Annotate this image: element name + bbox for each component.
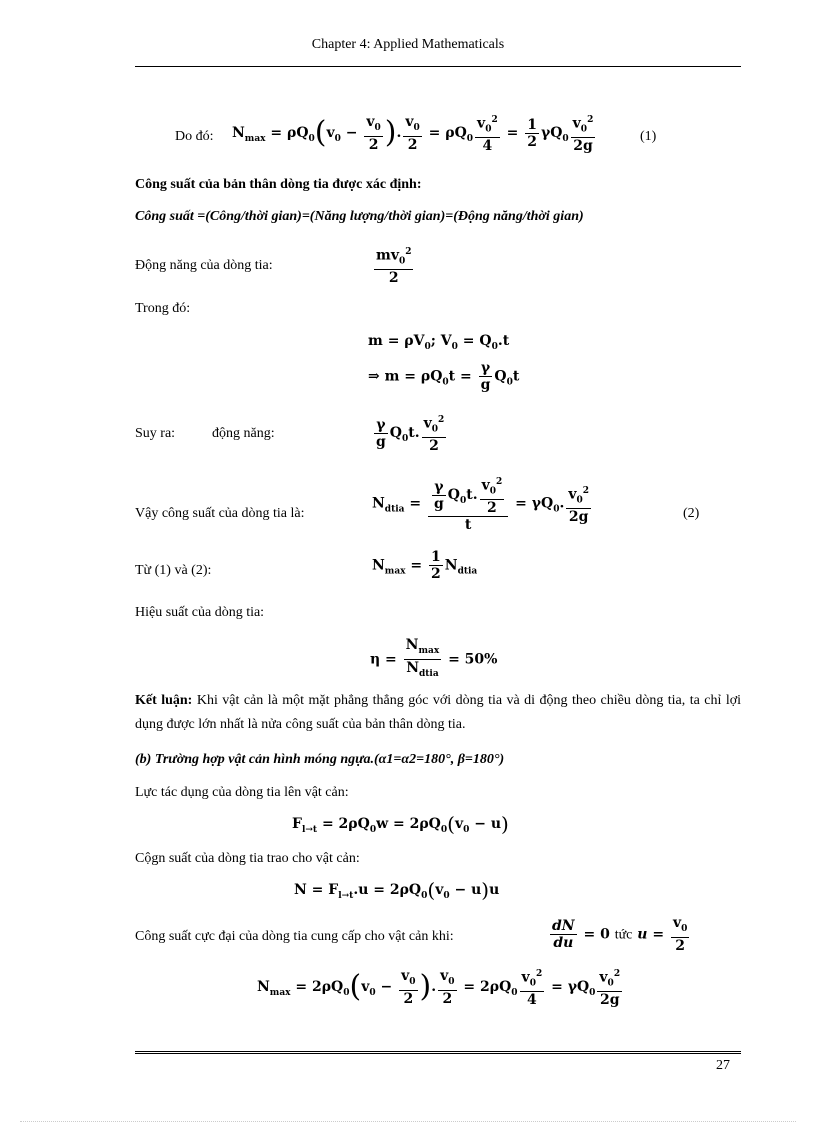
max-condition: $\frac{dN}{du}$ = 0 tức u = $\frac{v_0}{2}$ bbox=[552, 915, 688, 954]
cong-suat-definition: Công suất =(Công/thời gian)=(Năng lượng/thời gian)=(Động năng/thời gian) bbox=[135, 209, 584, 224]
equation-1: $N_{max} = \rho Q_0(v_0$ − $\frac{v_0}{2}$ ). $\frac{v_0}{2}$ = $\rho Q_0$ $\frac{v_0^2}{4}$ = $\frac{1}{2}$ $\gamma Q_0$ $\frac{v_0^2}{2g}$ bbox=[232, 113, 594, 155]
luc-tac-dung-label: Lực tác dụng của dòng tia lên vật cản: bbox=[135, 785, 349, 800]
kinetic-energy-formula: $\frac{mv_0^2}{2}$ bbox=[372, 244, 415, 286]
dong-nang-word: động năng: bbox=[212, 426, 275, 441]
kinetic-energy-derived: $\frac{\gamma}{g}$ $Q_0t$. $\frac{v_0^2}{2}$ bbox=[372, 412, 448, 454]
tu-1-va-2-label: Từ (1) và (2): bbox=[135, 563, 212, 578]
ket-luan-paragraph bbox=[135, 689, 741, 737]
equation-1-tag: (1) bbox=[640, 129, 657, 144]
cong-suat-cuc-dai-label: Công suất cực đại của dòng tia cung cấp cho vật cản khi: bbox=[135, 929, 454, 944]
header-rule bbox=[135, 66, 741, 67]
ket-luan-heading: Kết luận: bbox=[135, 693, 193, 708]
power-equation: $N = F_{l\to t}.u = 2\rho Q_0(v_0 - u)u$ bbox=[294, 878, 500, 902]
do-do-label: Do đó: bbox=[175, 129, 214, 144]
mass-derivation: ⇒ $m = \rho Q_0t$ = $\frac{\gamma}{g}$ $Q_0t$ bbox=[368, 360, 520, 393]
case-b-heading: (b) Trường hợp vật cản hình móng ngựa.(α1=α2=180°, β=180°) bbox=[135, 752, 505, 767]
footer-rule bbox=[135, 1051, 741, 1054]
equation-2: $N_{dtia}$ = $\frac{\gamma}{g}$ $Q_0t$. $\frac{v_0^2}{2}$ t = $\gamma Q_0$. $\frac{v_0^2}{2g}$ bbox=[372, 474, 593, 533]
trong-do-label: Trong đó: bbox=[135, 301, 191, 316]
hieu-suat-label: Hiệu suất của dòng tia: bbox=[135, 605, 265, 620]
page-number: 27 bbox=[716, 1058, 730, 1073]
mass-equation: $m = \rho V_0$; $V_0 = Q_0.t$ bbox=[368, 333, 510, 352]
vay-cong-suat-label: Vậy công suất của dòng tia là: bbox=[135, 506, 305, 521]
ket-luan-body: Khi vật cản là một mặt phẳng thẳng góc với dòng tia và di động theo chiều dòng tia, ta chỉ lợi dụng được lớn nhất là nửa công suất của bản thân dòng tia. bbox=[135, 693, 742, 732]
relation-nmax-ndtia: $N_{max}$ = $\frac{1}{2}$ $N_{dtia}$ bbox=[372, 549, 478, 582]
page-bottom-border bbox=[20, 1121, 796, 1122]
efficiency-equation: η = $\frac{N_{max}}{N_{dtia}}$ = 50% bbox=[370, 637, 498, 679]
page-header-title: Chapter 4: Applied Mathematicals bbox=[311, 37, 505, 52]
suy-ra-label: Suy ra: bbox=[135, 426, 176, 441]
cong-suat-trao-label: Cộgn suất của dòng tia trao cho vật cản: bbox=[135, 851, 360, 866]
force-equation: $F_{l\to t} = 2\rho Q_0w = 2\rho Q_0(v_0 - u)$ bbox=[292, 812, 509, 836]
heading-cong-suat: Công suất của bản thân dòng tia được xác định: bbox=[135, 177, 422, 192]
max-power-equation: $N_{max} = 2\rho Q_0(v_0$ − $\frac{v_0}{2}$ ). $\frac{v_0}{2}$ = $2\rho Q_0$ $\frac{v_0^2}{4}$ = $\gamma Q_0$ $\frac{v_0^2}{2g}$ bbox=[257, 967, 621, 1009]
equation-2-tag: (2) bbox=[683, 506, 700, 521]
tuc-word: tức bbox=[614, 927, 633, 943]
dong-nang-label: Động năng của dòng tia: bbox=[135, 258, 273, 273]
